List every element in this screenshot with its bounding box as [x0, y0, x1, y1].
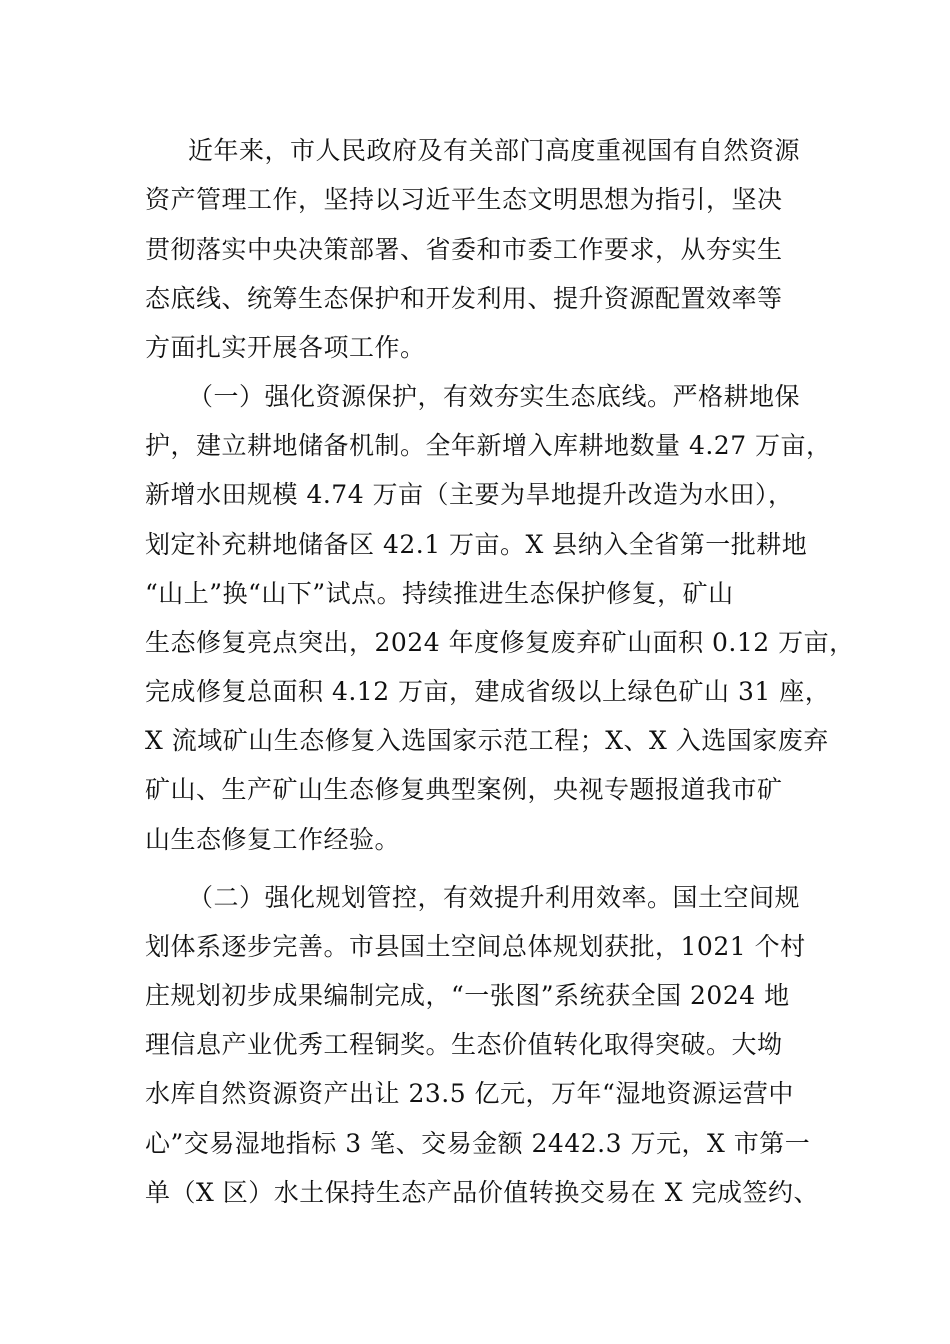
text-line: 心”交易湿地指标 3 笔、交易金额 2442.3 万元，X 市第一	[145, 1129, 811, 1158]
text-line: “山上”换“山下”试点。持续推进生态保护修复，矿山	[145, 579, 734, 608]
text-line: 资产管理工作，坚持以习近平生态文明思想为指引，坚决	[145, 185, 783, 214]
section-heading-line: （二）强化规划管控，有效提升利用效率。国土空间规	[188, 883, 801, 912]
text-line: 矿山、生产矿山生态修复典型案例，央视专题报道我市矿	[145, 775, 783, 804]
text-line: 近年来，市人民政府及有关部门高度重视国有自然资源	[188, 136, 801, 165]
text-line: 护，建立耕地储备机制。全年新增入库耕地数量 4.27 万亩，	[145, 431, 832, 460]
text-line: 划体系逐步完善。市县国土空间总体规划获批，1021 个村	[145, 932, 806, 961]
text-line: 庄规划初步成果编制完成，“一张图”系统获全国 2024 地	[145, 981, 790, 1010]
section-heading-line: （一）强化资源保护，有效夯实生态底线。严格耕地保	[188, 382, 801, 411]
text-line: 完成修复总面积 4.12 万亩，建成省级以上绿色矿山 31 座，	[145, 677, 831, 706]
text-line: 态底线、统筹生态保护和开发利用、提升资源配置效率等	[145, 284, 783, 313]
text-line: 方面扎实开展各项工作。	[145, 333, 426, 362]
text-line: 贯彻落实中央决策部署、省委和市委工作要求，从夯实生	[145, 235, 783, 264]
text-line: 山生态修复工作经验。	[145, 825, 401, 854]
text-line: 新增水田规模 4.74 万亩（主要为旱地提升改造为水田），	[145, 480, 794, 509]
text-line: X 流域矿山生态修复入选国家示范工程；X、X 入选国家废弃	[145, 726, 829, 755]
text-line: 单（X 区）水土保持生态产品价值转换交易在 X 完成签约、	[145, 1178, 819, 1207]
text-line: 水库自然资源资产出让 23.5 亿元，万年“湿地资源运营中	[145, 1079, 794, 1108]
text-line: 理信息产业优秀工程铜奖。生态价值转化取得突破。大坳	[145, 1030, 783, 1059]
text-line: 划定补充耕地储备区 42.1 万亩。X 县纳入全省第一批耕地	[145, 530, 808, 559]
text-line: 生态修复亮点突出，2024 年度修复废弃矿山面积 0.12 万亩，	[145, 628, 855, 657]
